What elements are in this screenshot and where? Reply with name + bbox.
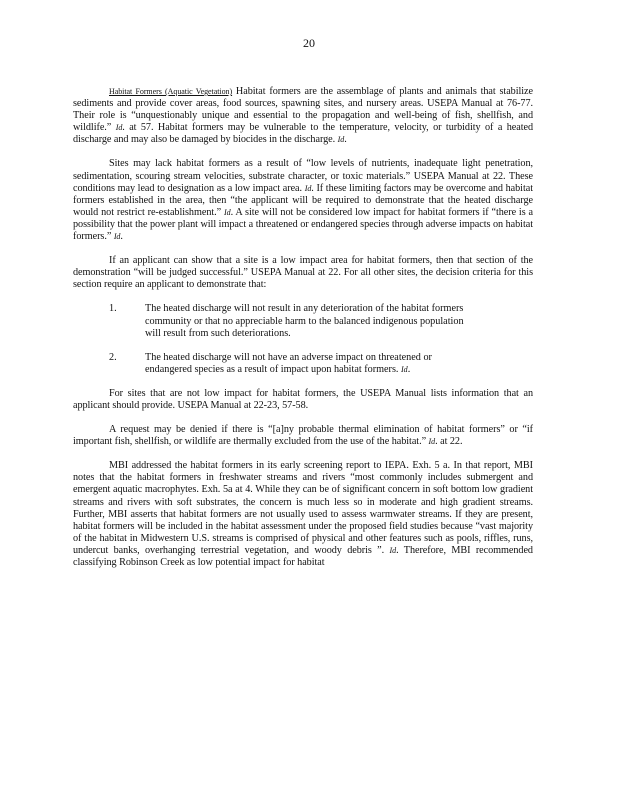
paragraph-text: . xyxy=(120,231,123,243)
citation-id: Id xyxy=(113,232,121,242)
list-text: . xyxy=(407,363,411,375)
paragraph-text: Sites may lack habitat formers as a result of “low levels of nutrients, inadequate light penetration, sedimentation, scouring stream velocities, substrate character, or toxic materials.” USEPA Manual at 22. These conditions may lead to designation as a low impact area. xyxy=(73,158,533,194)
section-heading: Habitat Formers (Aquatic Vegetation) xyxy=(109,87,233,96)
paragraph-text: A request may be denied if there is “[a]ny probable thermal elimination of habitat formers” or “if important fish, shellfish, or wildlife are thermally excluded from the use of the habitat.” xyxy=(73,424,533,448)
citation-id: Id xyxy=(115,123,123,133)
paragraph-text: . If these limiting factors may be overcome and habitat formers established in the area, then “the applicant will be required to demonstrate that the heated discharge would not restrict re-establishment.” xyxy=(73,182,533,218)
paragraph-lack-habitat xyxy=(73,158,533,243)
citation-id: Id xyxy=(428,437,436,447)
paragraph-text: . xyxy=(344,134,347,146)
citation-id: Id xyxy=(337,135,345,145)
page-number: 20 xyxy=(303,36,315,50)
list-number: 2. xyxy=(109,351,117,363)
paragraph-text: . at 22. xyxy=(435,436,463,448)
citation-id: Id xyxy=(389,545,397,555)
paragraph-text: Habitat formers are the assemblage of plants and animals that stabilize sediments and provide cover areas, food sources, spawning sites, and nursery areas. USEPA Manual at 76-77. Their role is “unquestionably unique and essential to the propagation and well-being of fish, shellfish, and wildlife.” xyxy=(73,86,533,134)
paragraph-text: For sites that are not low impact for habitat formers, the USEPA Manual lists information that an applicant should provide. USEPA Manual at 22-23, 57-58. xyxy=(73,387,533,411)
citation-id: Id xyxy=(304,183,312,193)
paragraph-not-low-impact xyxy=(73,388,533,412)
document-body xyxy=(73,86,533,581)
citation-id: Id xyxy=(401,364,408,374)
paragraph-text: . Therefore, MBI recommended classifying Robinson Creek as low potential impact for habitat xyxy=(73,544,533,568)
paragraph-text: . at 57. Habitat formers may be vulnerable to the temperature, velocity, or turbidity of a heated discharge and may also be damaged by biocides in the discharge. xyxy=(73,122,534,146)
paragraph-text: If an applicant can show that a site is a low impact area for habitat formers, then that section of the demonstration “will be judged successful.” USEPA Manual at 22. For all other sites, the decision criteria for this section require an applicant to demonstrate that: xyxy=(73,255,533,291)
paragraph-text: . A site will not be considered low impact for habitat formers if “there is a possibility that the power plant will impact a threatened or endangered species through adverse impacts on habitat formers.” xyxy=(73,206,533,243)
paragraph-habitat-formers xyxy=(73,86,533,146)
paragraph-request-denied xyxy=(73,424,533,448)
paragraph-text: MBI addressed the habitat formers in its early screening report to IEPA. Exh. 5 a. In that report, MBI notes that the habitat formers in freshwater streams and rivers “most commonly includes submergent and emergent aquatic macrophytes. Exh. 5a at 4. While they can be of significant concern in soft bottom low gradient streams and rivers with soft substrates, the concern is much less so in moderate and high gradient streams. Further, MBI asserts that habitat formers are not usually used to assess warmwater streams. If they are present, habitat formers will be included in the habitat assessment under the proposed field studies because “vast majority of the habitat in Midwestern U.S. streams is comprised of physical and other features such as pools, riffles, runs, undercut banks, overhanging terrestrial vegetation, and woody debris ”. xyxy=(73,460,533,556)
list-item xyxy=(73,352,533,376)
citation-id: Id xyxy=(224,207,231,217)
paragraph-mbi-addressed xyxy=(73,460,533,569)
list-number: 1. xyxy=(109,303,117,315)
paragraph-low-impact xyxy=(73,255,533,291)
list-text: The heated discharge will not have an adverse impact on threatened or endangered species as a result of impact upon habitat formers. xyxy=(145,351,432,375)
list-item xyxy=(73,303,533,339)
list-text: The heated discharge will not result in any deterioration of the habitat formers community or that no appreciable harm to the balanced indigenous population will result from such deteriorations. xyxy=(145,303,464,339)
